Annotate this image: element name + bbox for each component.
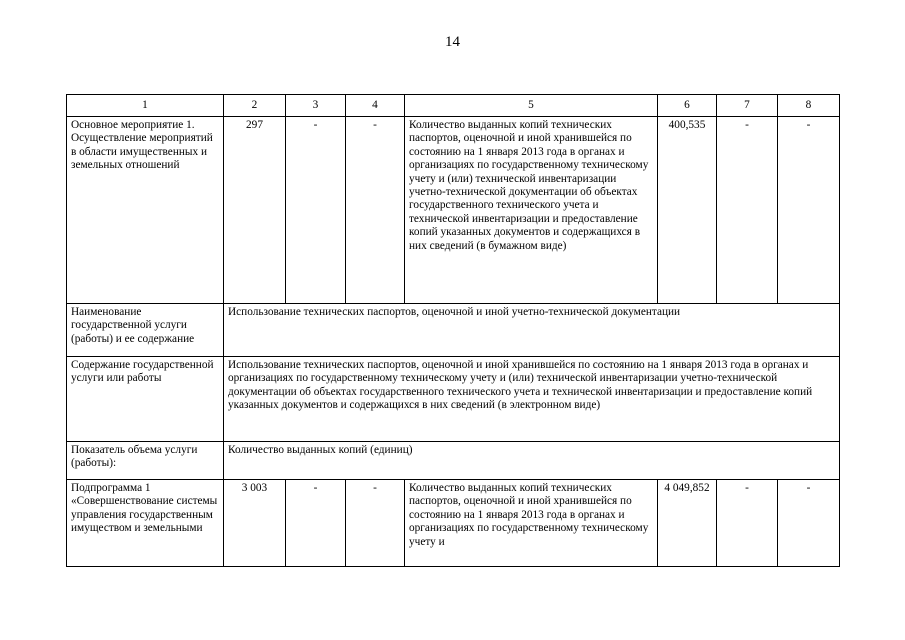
row-label-cell: Показатель объема услуги (работы): — [67, 442, 224, 480]
table-row — [67, 480, 840, 567]
value-cell: - — [346, 480, 405, 567]
header-cell: 3 — [286, 95, 346, 117]
value-cell: - — [717, 480, 778, 567]
value-cell: - — [286, 117, 346, 304]
table-row — [67, 304, 840, 357]
value-cell: 3 003 — [224, 480, 286, 567]
value-cell: - — [346, 117, 405, 304]
table-row — [67, 357, 840, 442]
indicator-cell: Количество выданных копий технических паспортов, оценочной и иной хранившейся по состоянию на 1 января 2013 года в органах и организациях по государственному техническому учету и — [405, 480, 658, 567]
header-cell: 4 — [346, 95, 405, 117]
header-cell: 7 — [717, 95, 778, 117]
table-row — [67, 117, 840, 304]
value-cell: 400,535 — [658, 117, 717, 304]
subprogram-name-cell: Подпрограмма 1 «Совершенствование системы управления государственным имуществом и земельными — [67, 480, 224, 567]
value-cell: - — [286, 480, 346, 567]
table-row — [67, 442, 840, 480]
value-cell: - — [778, 480, 840, 567]
header-cell: 2 — [224, 95, 286, 117]
header-cell: 6 — [658, 95, 717, 117]
row-label-cell: Содержание государственной услуги или работы — [67, 357, 224, 442]
value-cell: 297 — [224, 117, 286, 304]
table-header-row — [67, 95, 840, 117]
value-cell: 4 049,852 — [658, 480, 717, 567]
row-value-cell: Количество выданных копий (единиц) — [224, 442, 840, 480]
program-table — [66, 94, 840, 567]
row-value-cell: Использование технических паспортов, оценочной и иной хранившейся по состоянию на 1 января 2013 года в органах и организациях по государственному техническому учету и (или) технической инвентаризации учетно-технической документации об объектах государственного технического учета и технической инвентаризации и предоставление копий указанных документов и содержащихся в них сведений (в электронном виде) — [224, 357, 840, 442]
page-number: 14 — [445, 34, 460, 50]
header-cell: 8 — [778, 95, 840, 117]
header-cell: 5 — [405, 95, 658, 117]
indicator-cell: Количество выданных копий технических паспортов, оценочной и иной хранившейся по состоянию на 1 января 2013 года в органах и организациях по государственному техническому учету и (или) технической инвентаризации учетно-технической документации об объектах государственного технического учета и технической инвентаризации и предоставление копий указанных документов и содержащихся в них сведений (в бумажном виде) — [405, 117, 658, 304]
header-cell: 1 — [67, 95, 224, 117]
activity-name-cell: Основное мероприятие 1. Осуществление мероприятий в области имущественных и земельных отношений — [67, 117, 224, 304]
value-cell: - — [717, 117, 778, 304]
row-value-cell: Использование технических паспортов, оценочной и иной учетно-технической документации — [224, 304, 840, 357]
row-label-cell: Наименование государственной услуги (работы) и ее содержание — [67, 304, 224, 357]
value-cell: - — [778, 117, 840, 304]
